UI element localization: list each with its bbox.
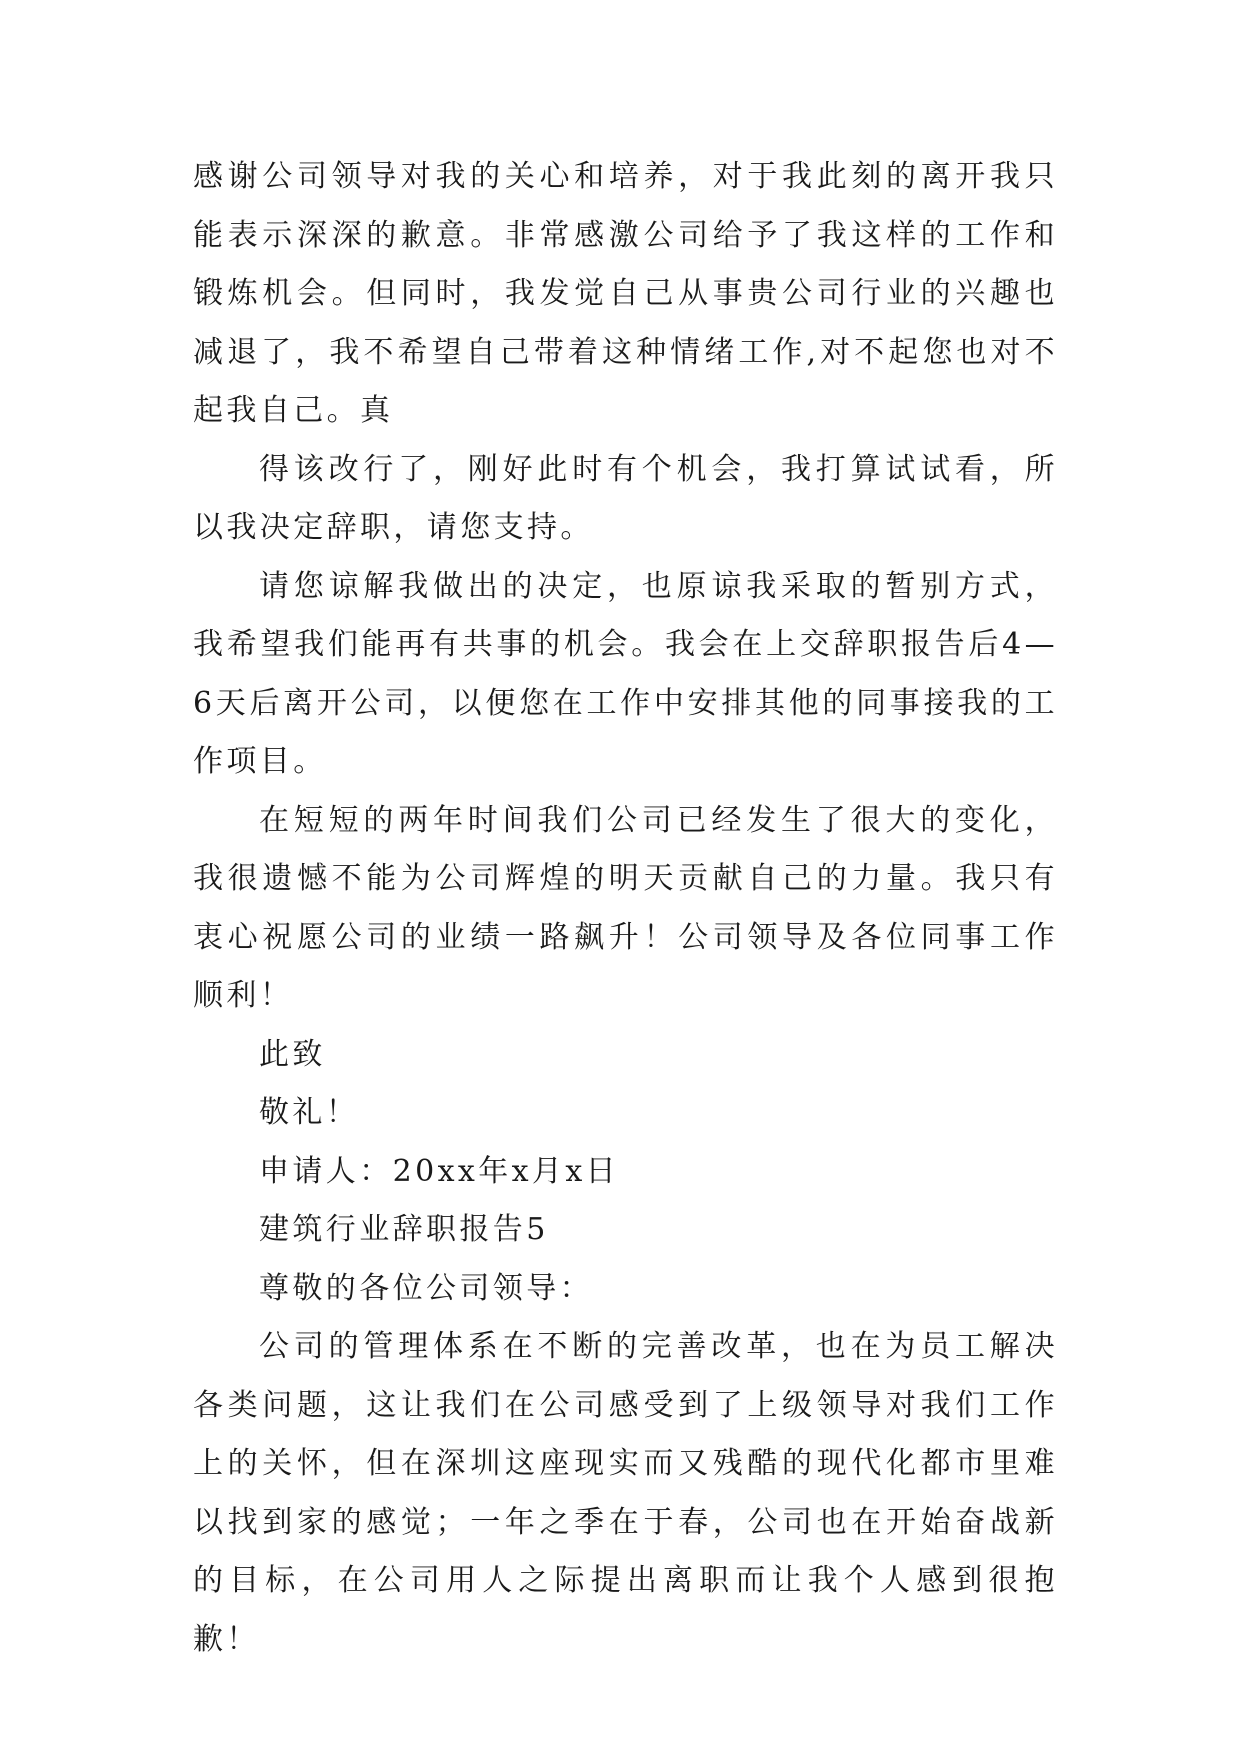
closing-salutation: 此致 [259, 1036, 326, 1072]
paragraph-management: 公司的管理体系在不断的完善改革，也在为员工解决各类问题，这让我们在公司感受到了上级领导对我们工作上的关怀，但在深圳这座现实而又残酷的现代化都市里难以找到家的感觉；一年之季在于春，公司也在开始奋战新的目标，在公司用人之际提出离职而让我个人感到很抱歉！ [193, 1329, 1058, 1657]
section-heading: 建筑行业辞职报告5 [259, 1212, 549, 1247]
letter-greeting: 尊敬的各位公司领导： [259, 1270, 593, 1306]
paragraph-wishes: 在短短的两年时间我们公司已经发生了很大的变化，我很遗憾不能为公司辉煌的明天贡献自己的力量。我只有衷心祝愿公司的业绩一路飙升！公司领导及各位同事工作顺利！ [193, 802, 1058, 1013]
paragraph-continuation: 感谢公司领导对我的关心和培养，对于我此刻的离开我只能表示深深的歉意。非常感激公司给予了我这样的工作和锻炼机会。但同时，我发觉自己从事贵公司行业的兴趣也减退了，我不希望自己带着这种情绪工作,对不起您也对不起我自己。真 [193, 159, 1058, 428]
applicant-date-line: 申请人：20xx年x月x日 [259, 1153, 620, 1189]
closing-regards: 敬礼！ [259, 1095, 360, 1130]
document-page [193, 148, 1058, 1669]
paragraph-understanding: 请您谅解我做出的决定，也原谅我采取的暂别方式，我希望我们能再有共事的机会。我会在上交辞职报告后4—6天后离开公司，以便您在工作中安排其他的同事接我的工作项目。 [193, 568, 1058, 779]
paragraph-change-career: 得该改行了，刚好此时有个机会，我打算试试看，所以我决定辞职，请您支持。 [193, 451, 1058, 545]
